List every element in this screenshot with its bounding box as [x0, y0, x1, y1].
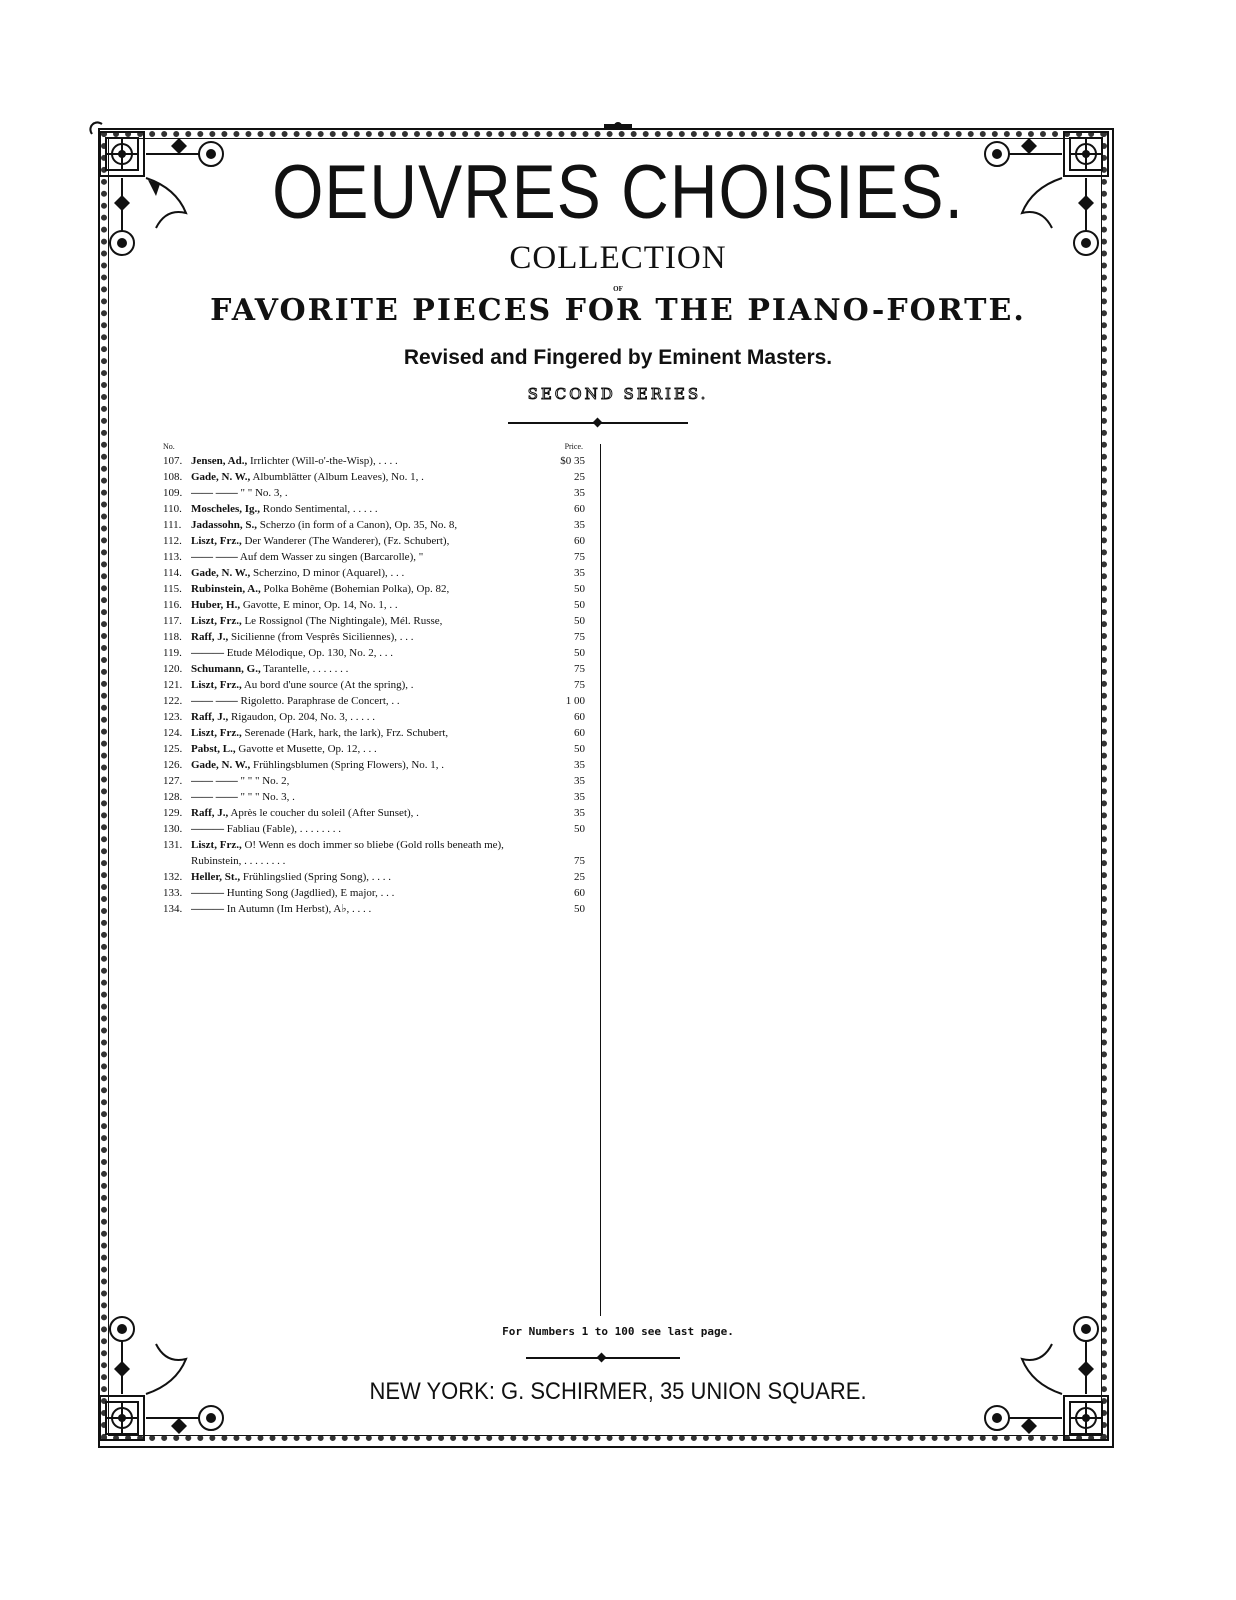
catalog-number: 126. — [163, 759, 183, 771]
catalog-price: 1 00 — [565, 695, 585, 707]
catalog-entry — [191, 581, 545, 597]
publisher-imprint: NEW YORK: G. SCHIRMER, 35 UNION SQUARE. — [369, 1377, 867, 1405]
catalog-number: 120. — [163, 663, 183, 675]
catalog-number: 111. — [163, 519, 182, 531]
catalog-price: $0 35 — [560, 455, 585, 467]
border-top-ornament — [604, 121, 632, 131]
catalog-entry — [191, 597, 545, 613]
catalog-number: 132. — [163, 871, 183, 883]
catalog-number: 107. — [163, 455, 183, 467]
catalog-composer: Raff, J., — [191, 807, 229, 819]
catalog-entry — [191, 869, 545, 885]
catalog-number: 114. — [163, 567, 182, 579]
catalog-row — [163, 885, 585, 901]
catalog-entry — [191, 885, 545, 901]
catalog-price: 35 — [574, 487, 585, 499]
catalog-row — [163, 757, 585, 773]
catalog-row — [163, 693, 585, 709]
catalog-number: 115. — [163, 583, 182, 595]
page-title: OEUVRES CHOISIES. — [272, 149, 964, 235]
catalog-price: 50 — [574, 647, 585, 659]
catalog-entry — [191, 757, 545, 773]
catalog-number: 129. — [163, 807, 183, 819]
catalog-composer: Gade, N. W., — [191, 471, 251, 483]
catalog-number: 118. — [163, 631, 182, 643]
of-label: OF — [613, 285, 623, 293]
catalog-price: 35 — [574, 791, 585, 803]
catalog-price: 75 — [574, 663, 585, 675]
catalog-composer: Liszt, Frz., — [191, 679, 242, 691]
catalog-composer: Huber, H., — [191, 599, 241, 611]
catalog-number: 128. — [163, 791, 183, 803]
catalog-composer: Schumann, G., — [191, 663, 261, 675]
catalog-number: 117. — [163, 615, 182, 627]
catalog-composer: —— —— — [191, 791, 238, 803]
catalog-price: 25 — [574, 871, 585, 883]
catalog-number: 119. — [163, 647, 182, 659]
catalog-title: Rigoletto. Paraphrase de Concert, . . — [240, 695, 400, 707]
catalog-title: " " " No. 3, . — [240, 791, 295, 803]
catalog-row — [163, 837, 585, 869]
catalog-entry — [191, 565, 545, 581]
catalog-row — [163, 741, 585, 757]
catalog-row — [163, 453, 585, 469]
catalog-row — [163, 661, 585, 677]
catalog-number: 130. — [163, 823, 183, 835]
no-column-header: No. — [163, 442, 175, 451]
catalog-entry — [191, 677, 545, 693]
catalog-title: Polka Bohême (Bohemian Polka), Op. 82, — [263, 583, 450, 595]
catalog-title: Rondo Sentimental, . . . . . — [262, 503, 378, 515]
catalog-title: " " No. 3, . — [240, 487, 288, 499]
catalog-price: 50 — [574, 583, 585, 595]
catalog-title: Rigaudon, Op. 204, No. 3, . . . . . — [231, 711, 375, 723]
catalog-row — [163, 645, 585, 661]
catalog-number: 127. — [163, 775, 183, 787]
catalog-entry — [191, 645, 545, 661]
catalog-entry — [191, 629, 545, 645]
catalog-row — [163, 565, 585, 581]
catalog-title: Der Wanderer (The Wanderer), (Fz. Schubert), — [244, 535, 450, 547]
catalog-entry — [191, 533, 545, 549]
catalog-row — [163, 677, 585, 693]
catalog-title: Etude Mélodique, Op. 130, No. 2, . . . — [226, 647, 393, 659]
catalog-number: 108. — [163, 471, 183, 483]
catalog-composer: —— —— — [191, 487, 238, 499]
catalog-entry — [191, 901, 545, 917]
catalog-price: 75 — [574, 855, 585, 867]
catalog-entry — [191, 485, 545, 501]
catalog-composer: Rubinstein, A., — [191, 583, 261, 595]
catalog-composer: Liszt, Frz., — [191, 615, 242, 627]
catalog-row — [163, 805, 585, 821]
catalog-title: Frühlingslied (Spring Song), . . . . — [242, 871, 392, 883]
catalog-row — [163, 789, 585, 805]
catalog-row — [163, 549, 585, 565]
catalog-title: Tarantelle, . . . . . . . — [263, 663, 349, 675]
catalog-composer: Liszt, Frz., — [191, 727, 242, 739]
catalog-price: 75 — [574, 551, 585, 563]
catalog-composer: Jensen, Ad., — [191, 455, 248, 467]
revised-line: Revised and Fingered by Eminent Masters. — [403, 346, 833, 369]
collection-heading: COLLECTION — [509, 240, 727, 276]
catalog-title: Albumblätter (Album Leaves), No. 1, . — [252, 471, 424, 483]
catalog-composer: Liszt, Frz., — [191, 839, 242, 851]
catalog-number: 134. — [163, 903, 183, 915]
catalog-number: 110. — [163, 503, 182, 515]
catalog-number: 125. — [163, 743, 183, 755]
catalog-title: Irrlichter (Will-o'-the-Wisp), . . . . — [250, 455, 398, 467]
catalog-price: 60 — [574, 711, 585, 723]
catalog-price: 60 — [574, 727, 585, 739]
catalog-title: In Autumn (Im Herbst), A♭, . . . . — [226, 903, 372, 915]
catalog-row — [163, 501, 585, 517]
catalog-composer: —— —— — [191, 695, 238, 707]
catalog-number: 131. — [163, 839, 183, 851]
catalog-price: 50 — [574, 903, 585, 915]
catalog-composer: Liszt, Frz., — [191, 535, 242, 547]
catalog-composer: Gade, N. W., — [191, 567, 251, 579]
catalog-title: Fabliau (Fable), . . . . . . . . — [226, 823, 342, 835]
catalog-entry — [191, 549, 545, 565]
catalog-row — [163, 709, 585, 725]
catalog-list — [163, 453, 585, 917]
catalog-row — [163, 581, 585, 597]
catalog-title: Gavotte et Musette, Op. 12, . . . — [238, 743, 377, 755]
catalog-entry — [191, 661, 545, 677]
catalog-row — [163, 613, 585, 629]
catalog-entry — [191, 725, 545, 741]
catalog-number: 113. — [163, 551, 182, 563]
catalog-price: 50 — [574, 615, 585, 627]
catalog-price: 50 — [574, 599, 585, 611]
catalog-number: 116. — [163, 599, 182, 611]
catalog-row — [163, 725, 585, 741]
catalog-price: 50 — [574, 823, 585, 835]
catalog-title: Gavotte, E minor, Op. 14, No. 1, . . — [242, 599, 398, 611]
catalog-entry — [191, 501, 545, 517]
catalog-composer: ——— — [191, 647, 224, 659]
catalog-number: 124. — [163, 727, 183, 739]
catalog-title: Au bord d'une source (At the spring), . — [243, 679, 414, 691]
catalog-composer: Gade, N. W., — [191, 759, 251, 771]
catalog-number: 122. — [163, 695, 183, 707]
catalog-title: O! Wenn es doch immer so bliebe (Gold rolls beneath me), Rubinstein, . . . . . . . . — [191, 839, 504, 867]
catalog-title: Auf dem Wasser zu singen (Barcarolle), " — [239, 551, 424, 563]
catalog-composer: Pabst, L., — [191, 743, 236, 755]
catalog-title: " " " No. 2, — [240, 775, 290, 787]
catalog-number: 112. — [163, 535, 182, 547]
catalog-price: 35 — [574, 519, 585, 531]
series-label: SECOND SERIES. — [527, 385, 709, 403]
catalog-row — [163, 869, 585, 885]
catalog-entry — [191, 693, 545, 709]
catalog-entry — [191, 453, 545, 469]
catalog-row — [163, 597, 585, 613]
catalog-composer: Raff, J., — [191, 711, 229, 723]
catalog-composer: ——— — [191, 887, 224, 899]
catalog-price: 35 — [574, 567, 585, 579]
catalog-price: 35 — [574, 775, 585, 787]
catalog-composer: —— —— — [191, 551, 238, 563]
catalog-entry — [191, 613, 545, 629]
catalog-row — [163, 629, 585, 645]
catalog-composer: —— —— — [191, 775, 238, 787]
column-divider — [600, 444, 601, 1316]
catalog-header — [163, 442, 585, 452]
collection-subtitle: FAVORITE PIECES FOR THE PIANO-FORTE. — [210, 293, 1026, 328]
catalog-title: Sicilienne (from Vesprês Siciliennes), . . . — [231, 631, 414, 643]
catalog-price: 60 — [574, 535, 585, 547]
catalog-title: Serenade (Hark, hark, the lark), Frz. Schubert, — [244, 727, 449, 739]
price-column-header: Price. — [564, 442, 583, 451]
catalog-row — [163, 485, 585, 501]
catalog-entry — [191, 469, 545, 485]
catalog-title: Frühlingsblumen (Spring Flowers), No. 1, . — [253, 759, 445, 771]
catalog-entry — [191, 773, 545, 789]
catalog-composer: Raff, J., — [191, 631, 229, 643]
catalog-row — [163, 517, 585, 533]
catalog-composer: Jadassohn, S., — [191, 519, 258, 531]
catalog-price: 25 — [574, 471, 585, 483]
catalog-title: Scherzino, D minor (Aquarel), . . . — [253, 567, 405, 579]
catalog-number: 133. — [163, 887, 183, 899]
catalog-number: 121. — [163, 679, 183, 691]
catalog-entry — [191, 709, 545, 725]
catalog-title: Hunting Song (Jagdlied), E major, . . . — [226, 887, 395, 899]
catalog-title: Après le coucher du soleil (After Sunset), . — [230, 807, 419, 819]
catalog-price: 60 — [574, 503, 585, 515]
catalog-price: 60 — [574, 887, 585, 899]
catalog-number: 109. — [163, 487, 183, 499]
catalog-row — [163, 821, 585, 837]
catalog-price: 75 — [574, 679, 585, 691]
catalog-price: 35 — [574, 807, 585, 819]
catalog-entry — [191, 805, 545, 821]
catalog-composer: ——— — [191, 823, 224, 835]
catalog-row — [163, 773, 585, 789]
catalog-composer: Heller, St., — [191, 871, 241, 883]
footnote: For Numbers 1 to 100 see last page. — [502, 1325, 734, 1338]
catalog-title: Scherzo (in form of a Canon), Op. 35, No. 8, — [259, 519, 458, 531]
catalog-row — [163, 901, 585, 917]
catalog-entry — [191, 789, 545, 805]
catalog-entry — [191, 517, 545, 533]
catalog-title: Le Rossignol (The Nightingale), Mél. Russe, — [244, 615, 443, 627]
catalog-composer: Moscheles, Ig., — [191, 503, 261, 515]
catalog-price: 35 — [574, 759, 585, 771]
catalog-composer: ——— — [191, 903, 224, 915]
catalog-number: 123. — [163, 711, 183, 723]
catalog-entry — [191, 821, 545, 837]
catalog-price: 75 — [574, 631, 585, 643]
catalog-entry — [191, 837, 545, 869]
catalog-price: 50 — [574, 743, 585, 755]
catalog-row — [163, 469, 585, 485]
catalog-entry — [191, 741, 545, 757]
catalog-row — [163, 533, 585, 549]
